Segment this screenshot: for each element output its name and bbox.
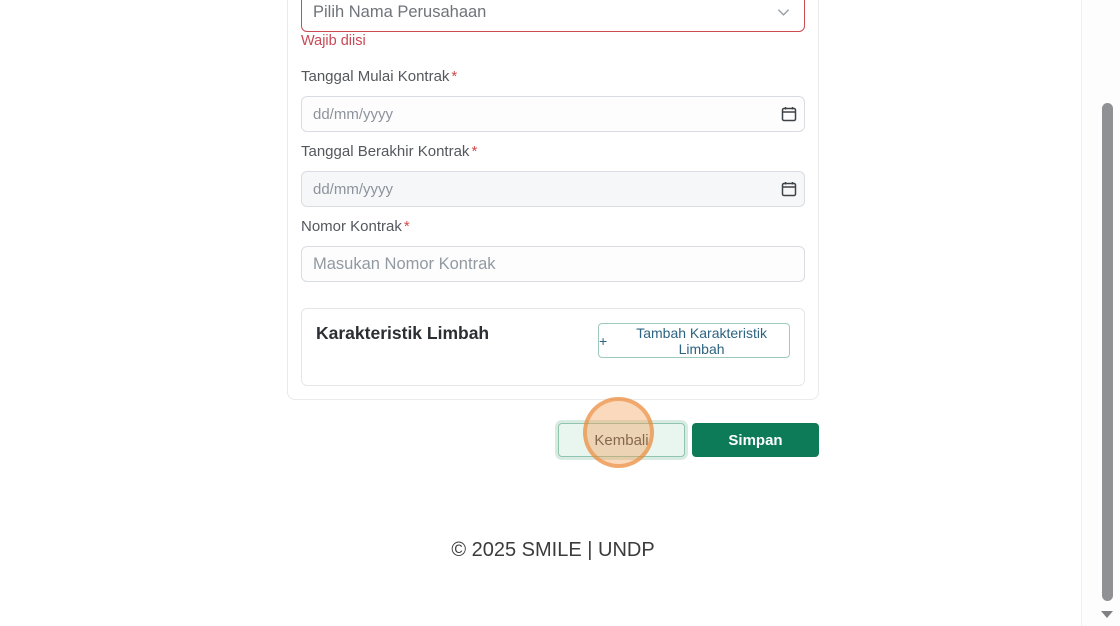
tanggal-berakhir-label-text: Tanggal Berakhir Kontrak [301, 143, 470, 160]
tanggal-mulai-label [301, 69, 457, 85]
tanggal-mulai-label-text: Tanggal Mulai Kontrak [301, 68, 450, 85]
required-asterisk: * [451, 68, 458, 85]
nomor-kontrak-label [301, 219, 410, 235]
chevron-down-icon [776, 5, 791, 20]
tambah-karakteristik-button[interactable] [598, 323, 790, 358]
company-select-value: Pilih Nama Perusahaan [313, 2, 487, 21]
plus-icon: + [599, 332, 608, 349]
scrollbar-thumb[interactable] [1102, 103, 1113, 601]
tanggal-berakhir-input[interactable] [301, 171, 805, 207]
tambah-karakteristik-button-label: Tambah Karakteristik Limbah [636, 324, 767, 357]
nomor-kontrak-input[interactable] [301, 246, 805, 282]
tanggal-berakhir-label [301, 144, 477, 160]
scrollbar-down-arrow-icon[interactable] [1101, 611, 1113, 618]
required-asterisk: * [471, 143, 478, 160]
calendar-icon[interactable] [781, 106, 797, 122]
validation-error-text: Wajib diisi [301, 33, 366, 49]
scrollbar-track[interactable] [1081, 0, 1120, 626]
tanggal-mulai-input[interactable] [301, 96, 805, 132]
simpan-button[interactable]: Simpan [692, 423, 819, 457]
footer-copyright: © 2025 SMILE | UNDP [451, 539, 655, 561]
required-asterisk: * [403, 218, 410, 235]
nomor-kontrak-label-text: Nomor Kontrak [301, 218, 402, 235]
karakteristik-limbah-title: Karakteristik Limbah [316, 323, 490, 343]
kembali-button[interactable]: Kembali [558, 423, 685, 457]
company-select[interactable] [301, 0, 805, 32]
calendar-icon[interactable] [781, 181, 797, 197]
